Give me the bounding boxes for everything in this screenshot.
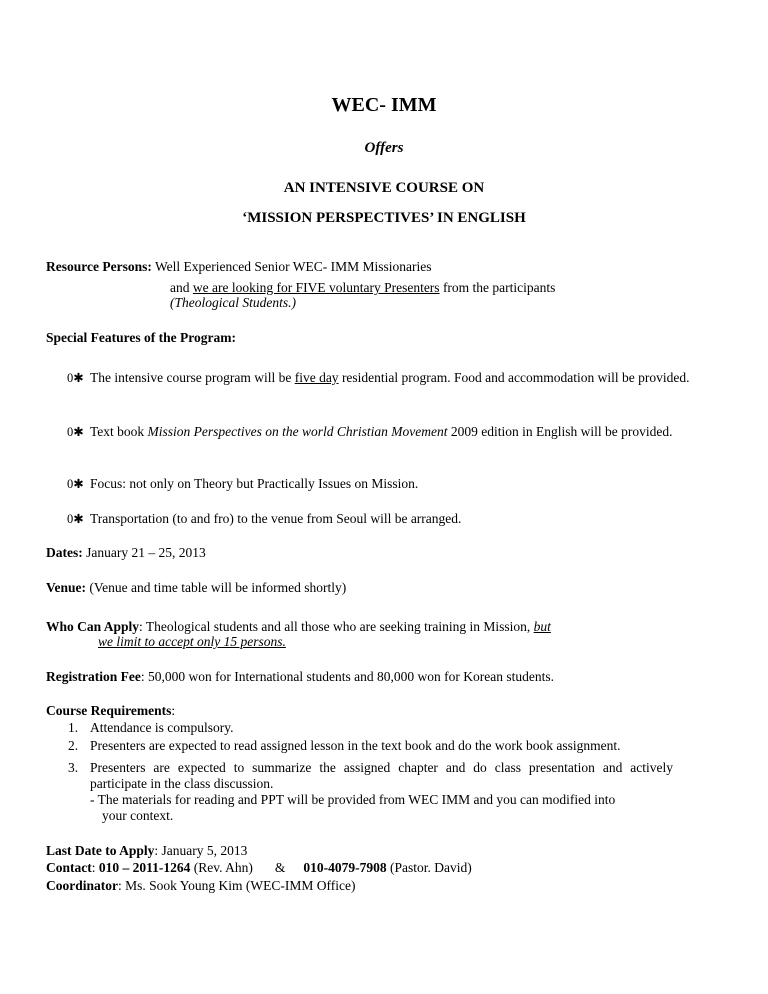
requirements-label: Course Requirements — [46, 703, 172, 718]
registration-fee-text: : 50,000 won for International students and 80,000 won for Korean students. — [140, 669, 555, 684]
resource-persons-label: Resource Persons: — [46, 259, 152, 274]
registration-fee-row — [46, 669, 554, 685]
bullet-marker: 0✱ — [67, 371, 84, 385]
contact-separator: : — [91, 860, 99, 875]
feature-item-4: Transportation (to and fro) to the venue from Seoul will be arranged. — [90, 511, 462, 526]
venue-label: Venue: — [46, 580, 87, 595]
feature-item-1 — [90, 370, 697, 386]
feature-2-italic: Mission Perspectives on the world Christian Movement — [147, 424, 448, 439]
dates-label: Dates: — [46, 545, 83, 560]
document-title: WEC- IMM — [331, 94, 437, 116]
last-date-value: : January 5, 2013 — [154, 843, 248, 858]
resource-line2-underlined: we are looking for FIVE voluntary Presenters — [192, 280, 440, 295]
feature-2-pre: Text book — [90, 424, 148, 439]
registration-fee-label: Registration Fee — [46, 669, 141, 684]
last-date-label: Last Date to Apply — [46, 843, 155, 858]
feature-item-2 — [90, 424, 688, 440]
who-can-apply-label: Who Can Apply — [46, 619, 140, 634]
bullet-marker: 0✱ — [67, 512, 84, 526]
resource-persons-line3: (Theological Students.) — [170, 295, 296, 310]
course-title-line1: AN INTENSIVE COURSE ON — [283, 180, 485, 196]
requirement-item-2: Presenters are expected to read assigned lesson in the text book and do the work book assignment. — [90, 738, 621, 753]
features-heading: Special Features of the Program: — [46, 330, 236, 345]
requirement-item-1: Attendance is compulsory. — [90, 720, 234, 735]
requirements-note-line1: - The materials for reading and PPT will be provided from WEC IMM and you can modified into — [90, 792, 616, 807]
last-date-row — [46, 843, 247, 859]
offers-line: Offers — [364, 140, 404, 156]
who-can-apply-row — [46, 619, 551, 635]
requirement-number-3: 3. — [68, 760, 79, 775]
contact-name-2: (Pastor. David) — [386, 860, 472, 875]
who-can-apply-but: but — [533, 619, 551, 634]
contact-name-1: (Rev. Ahn) — [190, 860, 253, 875]
dates-row — [46, 545, 206, 561]
venue-value: (Venue and time table will be informed shortly) — [86, 580, 347, 595]
feature-2-post: 2009 edition in English will be provided. — [447, 424, 673, 439]
coordinator-label: Coordinator — [46, 878, 118, 893]
feature-1-pre: The intensive course program will be — [90, 370, 295, 385]
bullet-marker: 0✱ — [67, 425, 84, 439]
requirements-colon: : — [171, 703, 176, 718]
resource-persons-row — [46, 259, 431, 275]
resource-persons-line1: Well Experienced Senior WEC- IMM Missionaries — [155, 259, 432, 274]
contact-row — [46, 860, 472, 876]
resource-line2-post: from the participants — [439, 280, 556, 295]
feature-item-3: Focus: not only on Theory but Practically Issues on Mission. — [90, 476, 419, 491]
feature-1-post: residential program. Food and accommodation will be provided. — [338, 370, 690, 385]
requirements-heading — [46, 703, 175, 719]
requirement-item-3: Presenters are expected to summarize the assigned chapter and do class presentation and actively participate in the class discussion. — [90, 760, 673, 791]
dates-value: January 21 – 25, 2013 — [82, 545, 206, 560]
resource-line2-pre: and — [170, 280, 193, 295]
course-title-line2: ‘MISSION PERSPECTIVES’ IN ENGLISH — [242, 210, 526, 226]
requirement-number-2: 2. — [68, 738, 79, 753]
resource-persons-line2 — [170, 280, 555, 296]
contact-phone-2: 010-4079-7908 — [303, 860, 387, 875]
contact-phone-1: 010 – 2011-1264 — [98, 860, 191, 875]
contact-label: Contact — [46, 860, 92, 875]
who-can-apply-text: : Theological students and all those who are seeking training in Mission, — [139, 619, 534, 634]
contact-ampersand: & — [274, 860, 286, 875]
requirements-note-line2: your context. — [102, 808, 174, 823]
requirement-number-1: 1. — [68, 720, 79, 735]
who-can-apply-limit: we limit to accept only 15 persons. — [98, 634, 286, 649]
feature-1-underlined: five day — [294, 370, 339, 385]
bullet-marker: 0✱ — [67, 477, 84, 491]
venue-row — [46, 580, 346, 596]
coordinator-value: : Ms. Sook Young Kim (WEC-IMM Office) — [118, 878, 356, 893]
coordinator-row — [46, 878, 356, 894]
